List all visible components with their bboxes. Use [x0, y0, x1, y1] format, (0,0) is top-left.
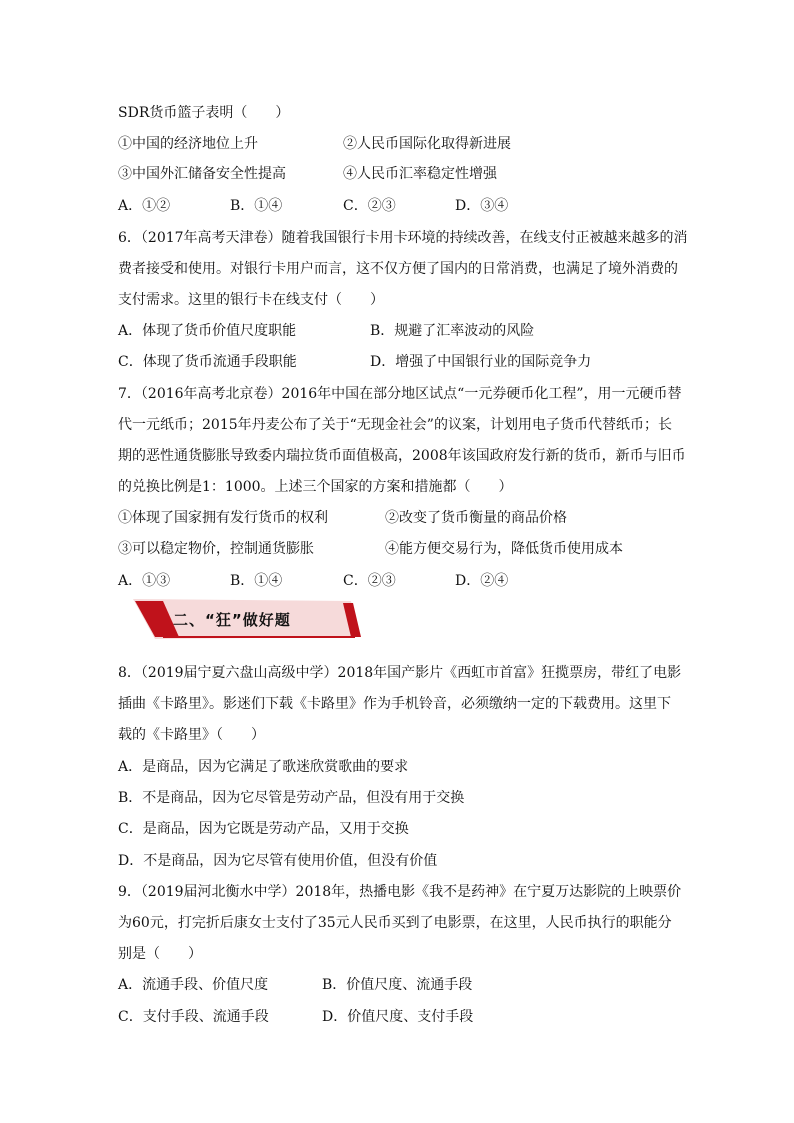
q8-option-c: C．是商品，因为它既是劳动产品，又用于交换	[118, 821, 409, 837]
q6-option-b: B．规避了汇率波动的风险	[370, 323, 535, 339]
q8-option-d: D．不是商品，因为它尽管有使用价值，但没有价值	[118, 853, 438, 869]
q7-item-3: ③可以稳定物价，控制通货膨胀	[118, 541, 314, 557]
q9-option-c: C．支付手段、流通手段	[118, 1009, 269, 1025]
q8-option-a: A．是商品，因为它满足了歌迷欣赏歌曲的要求	[118, 759, 409, 775]
q8-line-2: 插曲《卡路里》。影迷们下载《卡路里》作为手机铃音，必须缴纳一定的下载费用。这里下	[118, 696, 671, 712]
q5-item-2: ②人民币国际化取得新进展	[343, 136, 511, 152]
q7-option-c: C．②③	[343, 573, 396, 589]
q8-option-b: B．不是商品，因为它尽管是劳动产品，但没有用于交换	[118, 790, 465, 806]
q5-item-4: ④人民币汇率稳定性增强	[343, 166, 497, 182]
q7-line-4: 的兑换比例是1：1000。上述三个国家的方案和措施都（ ）	[118, 479, 513, 495]
q6-line-3: 支付需求。这里的银行卡在线支付（ ）	[118, 292, 384, 308]
q6-option-c: C．体现了货币流通手段职能	[118, 354, 297, 370]
q9-line-3: 别是（ ）	[118, 946, 202, 962]
q7-line-2: 代一元纸币；2015年丹麦公布了关于“无现金社会”的议案，计划用电子货币代替纸币；长	[118, 417, 672, 433]
q7-line-1: 7．（2016年高考北京卷）2016年中国在部分地区试点“一元券硬币化工程”，用一元硬币替	[118, 386, 682, 402]
q7-line-3: 期的恶性通货膨胀导致委内瑞拉货币面值极高，2008年该国政府发行新的货币，新币与旧币	[118, 448, 686, 464]
q7-option-a: A．①③	[118, 573, 171, 589]
q5-item-3: ③中国外汇储备安全性提高	[118, 166, 286, 182]
q6-option-d: D．增强了中国银行业的国际竞争力	[370, 354, 592, 370]
q8-line-1: 8．（2019届宁夏六盘山高级中学）2018年国产影片《西虹市首富》狂揽票房，带红了电影	[118, 665, 682, 681]
q7-item-4: ④能方便交易行为，降低货币使用成本	[385, 541, 623, 557]
q6-line-1: 6．（2017年高考天津卷）随着我国银行卡用卡环境的持续改善，在线支付正被越来越多的消	[118, 230, 688, 246]
q5-option-b: B．①④	[230, 198, 283, 214]
q9-line-2: 为60元，打完折后康女士支付了35元人民币买到了电影票，在这里，人民币执行的职能分	[118, 915, 672, 931]
q7-option-d: D．②④	[455, 573, 509, 589]
q5-stem: SDR货币篮子表明（ ）	[118, 105, 290, 121]
q9-option-a: A．流通手段、价值尺度	[118, 977, 269, 993]
q6-option-a: A．体现了货币价值尺度职能	[118, 323, 297, 339]
q7-item-1: ①体现了国家拥有发行货币的权利	[118, 510, 328, 526]
q5-item-1: ①中国的经济地位上升	[118, 136, 258, 152]
q5-option-d: D．③④	[455, 198, 509, 214]
q9-option-d: D．价值尺度、支付手段	[322, 1009, 474, 1025]
q7-option-b: B．①④	[230, 573, 283, 589]
section-banner	[133, 599, 363, 639]
q6-line-2: 费者接受和使用。对银行卡用户而言，这不仅方便了国内的日常消费，也满足了境外消费的	[118, 261, 678, 277]
q9-option-b: B．价值尺度、流通手段	[322, 977, 473, 993]
q7-item-2: ②改变了货币衡量的商品价格	[385, 510, 567, 526]
q9-line-1: 9．（2019届河北衡水中学）2018年，热播电影《我不是药神》在宁夏万达影院的上映票价	[118, 884, 682, 900]
q8-line-3: 载的《卡路里》（ ）	[118, 727, 265, 743]
q5-option-a: A．①②	[118, 198, 171, 214]
q5-option-c: C．②③	[343, 198, 396, 214]
section-title: 二、“狂”做好题	[173, 611, 291, 629]
